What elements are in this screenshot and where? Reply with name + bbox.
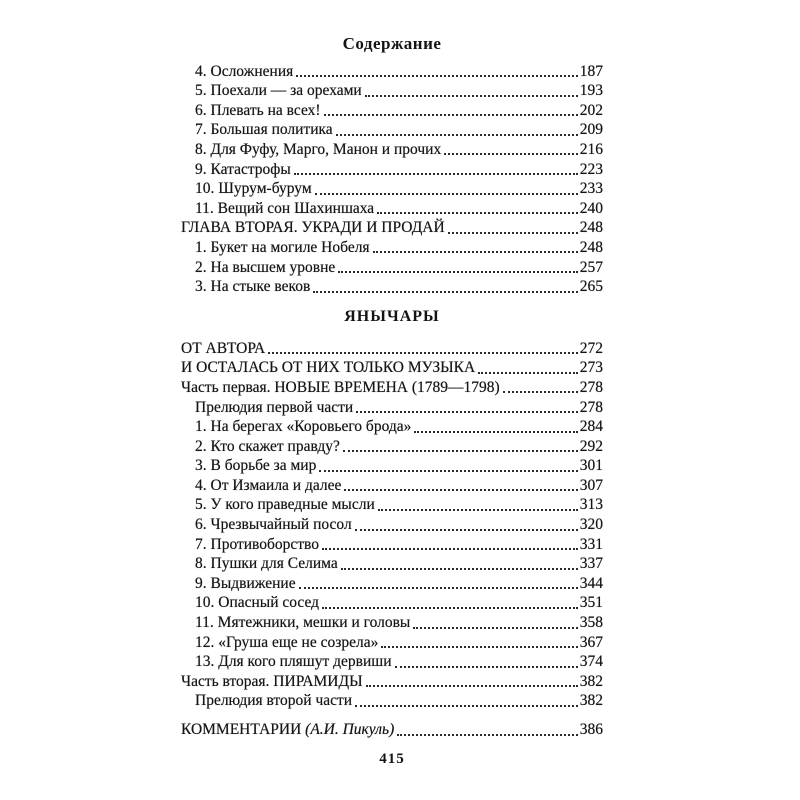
toc-entry-title-text: 8. Пушки для Селима bbox=[195, 555, 338, 573]
page-title: Содержание bbox=[342, 34, 442, 53]
toc-entry-page: 265 bbox=[579, 278, 603, 296]
toc-entry-page: 374 bbox=[579, 653, 603, 671]
toc-entry-page: 313 bbox=[579, 496, 603, 514]
toc-entry-page: 292 bbox=[579, 437, 603, 455]
toc-entry-title-text: 4. Осложнения bbox=[195, 62, 294, 80]
dotted-leader bbox=[343, 450, 578, 452]
toc-entry bbox=[181, 198, 603, 218]
toc-entry-page: 320 bbox=[579, 516, 603, 534]
toc-entry-page: 367 bbox=[579, 633, 603, 651]
dotted-leader bbox=[448, 232, 578, 234]
toc-entry bbox=[181, 456, 603, 476]
dotted-leader bbox=[324, 114, 578, 116]
toc-entry-page: 307 bbox=[579, 476, 603, 494]
toc-entry-page: 248 bbox=[579, 238, 603, 256]
toc-entry-title bbox=[195, 200, 374, 218]
dotted-leader bbox=[336, 134, 578, 136]
toc-entry-title-text: 5. У кого праведные мысли bbox=[195, 496, 375, 514]
toc-entry-page: 273 bbox=[579, 359, 603, 377]
toc-entry-title bbox=[195, 180, 312, 198]
toc-entry bbox=[181, 534, 603, 554]
dotted-leader bbox=[395, 666, 578, 668]
dotted-leader bbox=[341, 568, 578, 570]
toc-entry bbox=[181, 573, 603, 593]
dotted-leader bbox=[378, 509, 578, 511]
toc-entry-page: 382 bbox=[579, 692, 603, 710]
toc-entry-page: 209 bbox=[579, 121, 603, 139]
dotted-leader bbox=[414, 431, 577, 433]
toc-entry-page: 233 bbox=[579, 180, 603, 198]
toc-entry-title bbox=[181, 379, 500, 397]
toc-entry-page: 257 bbox=[579, 258, 603, 276]
toc-entry-title-text: КОММЕНТАРИИ bbox=[181, 721, 306, 738]
toc-entry bbox=[181, 257, 603, 277]
toc-entry-title-text: 8. Для Фуфу, Марго, Манон и прочих bbox=[195, 140, 442, 158]
toc-entry bbox=[181, 338, 603, 358]
dotted-leader bbox=[377, 212, 578, 214]
dotted-leader bbox=[381, 646, 577, 648]
toc-entry bbox=[181, 61, 603, 81]
dotted-leader bbox=[444, 153, 578, 155]
toc-entry bbox=[181, 218, 603, 238]
toc-entry-page: 284 bbox=[579, 418, 603, 436]
toc-content bbox=[181, 0, 603, 768]
dotted-leader bbox=[373, 251, 578, 253]
toc-entry bbox=[181, 475, 603, 495]
toc-entry-title-text: Часть первая. НОВЫЕ ВРЕМЕНА (1789—1798) bbox=[181, 378, 500, 396]
toc-entry-title bbox=[195, 82, 362, 100]
toc-entry-page: 382 bbox=[579, 672, 603, 690]
toc-entry-title-text: 10. Шурум-бурум bbox=[195, 180, 312, 198]
footer-page-number: 415 bbox=[379, 751, 405, 767]
toc-entry-title bbox=[195, 438, 340, 456]
toc-entry-title bbox=[195, 239, 370, 257]
dotted-leader bbox=[294, 173, 578, 175]
toc-entry-title bbox=[195, 634, 378, 652]
toc-entry-title-text: 6. Плевать на всех! bbox=[195, 101, 321, 119]
toc-entry bbox=[181, 436, 603, 456]
toc-entry-title bbox=[195, 692, 352, 710]
toc-entry bbox=[181, 612, 603, 632]
toc-entry-page: 202 bbox=[579, 101, 603, 119]
toc-entry bbox=[181, 159, 603, 179]
toc-entry-title-text: 3. На стыке веков bbox=[195, 278, 311, 296]
toc-entry-title-text: ОТ АВТОРА bbox=[181, 339, 266, 357]
toc-entry-title-text: Часть вторая. ПИРАМИДЫ bbox=[181, 672, 363, 690]
toc-entry-title bbox=[195, 555, 338, 573]
dotted-leader bbox=[296, 75, 577, 77]
toc-entry-page: 301 bbox=[579, 457, 603, 475]
dotted-leader bbox=[322, 607, 578, 609]
toc-entry bbox=[181, 277, 603, 297]
toc-entry bbox=[181, 514, 603, 534]
toc-entry-title-text: 13. Для кого пляшут дервиши bbox=[195, 653, 392, 671]
toc-entry-title-text: 1. На берегах «Коровьего брода» bbox=[195, 418, 412, 436]
dotted-leader bbox=[338, 271, 577, 273]
toc-entry-title bbox=[195, 457, 316, 475]
dotted-leader bbox=[268, 352, 578, 354]
dotted-leader bbox=[413, 627, 577, 629]
toc-entry-title bbox=[181, 359, 475, 377]
toc-entry-title bbox=[181, 340, 265, 358]
toc-entry-title bbox=[195, 121, 333, 139]
dotted-leader bbox=[313, 291, 577, 293]
toc-entry bbox=[181, 691, 603, 711]
dotted-leader bbox=[397, 734, 578, 736]
toc-entry-title bbox=[195, 477, 341, 495]
toc-entry-page: 358 bbox=[579, 614, 603, 632]
toc-entry-title bbox=[195, 614, 410, 632]
toc-entry-title bbox=[195, 161, 291, 179]
dotted-leader bbox=[344, 489, 577, 491]
toc-entry-page: 272 bbox=[579, 339, 603, 357]
toc-entry bbox=[181, 417, 603, 437]
toc-entry-title bbox=[181, 673, 363, 691]
toc-entry-title-text: 9. Выдвижение bbox=[195, 574, 296, 592]
toc-entry-title-text: 11. Мятежники, мешки и головы bbox=[195, 614, 411, 632]
toc-entry-page: 187 bbox=[579, 62, 603, 80]
dotted-leader bbox=[299, 587, 578, 589]
toc-entry bbox=[181, 593, 603, 613]
toc-entry-page: 278 bbox=[579, 398, 603, 416]
toc-entry-title bbox=[195, 653, 392, 671]
dotted-leader bbox=[478, 372, 578, 374]
toc-entry bbox=[181, 237, 603, 257]
toc-entry-title-text: Прелюдия второй части bbox=[195, 692, 353, 710]
toc-entry-title bbox=[195, 63, 293, 81]
toc-sections bbox=[181, 61, 603, 739]
toc-entry bbox=[181, 139, 603, 159]
toc-entry-page: 240 bbox=[579, 199, 603, 217]
dotted-leader bbox=[355, 529, 578, 531]
part-header: ЯНЫЧАРЫ bbox=[344, 308, 440, 326]
toc-entry-page: 223 bbox=[579, 160, 603, 178]
dotted-leader bbox=[356, 411, 578, 413]
toc-entry bbox=[181, 495, 603, 515]
toc-entry bbox=[181, 632, 603, 652]
toc-entry bbox=[181, 81, 603, 101]
toc-entry-title bbox=[195, 516, 352, 534]
toc-entry-title bbox=[195, 496, 375, 514]
toc-entry-page: 337 bbox=[579, 555, 603, 573]
toc-entry-page: 351 bbox=[579, 594, 603, 612]
toc-entry-title-text: 12. «Груша еще не созрела» bbox=[195, 633, 379, 651]
toc-entry-title bbox=[195, 102, 321, 120]
toc-entry-title bbox=[195, 259, 335, 277]
toc-entry bbox=[181, 652, 603, 672]
toc-entry bbox=[181, 397, 603, 417]
dotted-leader bbox=[503, 391, 578, 393]
dotted-leader bbox=[365, 95, 578, 97]
toc-entry bbox=[181, 671, 603, 691]
dotted-leader bbox=[315, 193, 578, 195]
toc-entry-page: 216 bbox=[579, 140, 603, 158]
toc-entry-title-text: 3. В борьбе за мир bbox=[195, 457, 317, 475]
toc-entry bbox=[181, 719, 603, 739]
toc-entry-title-text: 7. Противоборство bbox=[195, 535, 320, 553]
toc-entry bbox=[181, 120, 603, 140]
toc-entry-page: 278 bbox=[579, 378, 603, 396]
toc-entry-page: 344 bbox=[579, 574, 603, 592]
toc-entry-title bbox=[181, 219, 445, 237]
toc-entry-title-text: 4. От Измаила и далее bbox=[195, 476, 342, 494]
toc-entry-page: 193 bbox=[579, 82, 603, 100]
dotted-leader bbox=[322, 548, 578, 550]
toc-entry-title-text: 2. На высшем уровне bbox=[195, 258, 336, 276]
toc-entry-title-text: 5. Поехали — за орехами bbox=[195, 82, 362, 100]
toc-entry-title bbox=[181, 721, 394, 739]
toc-entry bbox=[181, 377, 603, 397]
toc-entry-title-italic: (А.И. Пикуль) bbox=[305, 721, 395, 738]
toc-entry-title-text: И ОСТАЛАСЬ ОТ НИХ ТОЛЬКО МУЗЫКА bbox=[181, 359, 476, 377]
toc-entry bbox=[181, 100, 603, 120]
toc-entry-page: 386 bbox=[579, 721, 603, 738]
toc-entry-title-text: 10. Опасный сосед bbox=[195, 594, 320, 612]
toc-entry-title-text: 11. Вещий сон Шахиншаха bbox=[195, 199, 375, 217]
toc-entry-title-text: ГЛАВА ВТОРАЯ. УКРАДИ И ПРОДАЙ bbox=[181, 219, 445, 237]
toc-entry-title-text: 6. Чрезвычайный посол bbox=[195, 516, 352, 534]
toc-entry-title bbox=[195, 594, 319, 612]
toc-entry bbox=[181, 179, 603, 199]
toc-entry-title bbox=[195, 536, 319, 554]
toc-entry-title bbox=[195, 575, 296, 593]
toc-entry-title bbox=[195, 278, 310, 296]
toc-entry-title-text: 9. Катастрофы bbox=[195, 160, 291, 178]
toc-entry-title bbox=[195, 418, 411, 436]
toc-entry-title-text: Прелюдия первой части bbox=[195, 398, 354, 416]
dotted-leader bbox=[355, 705, 578, 707]
toc-entry bbox=[181, 554, 603, 574]
dotted-leader bbox=[366, 685, 578, 687]
toc-entry bbox=[181, 358, 603, 378]
toc-entry-title-text: 1. Букет на могиле Нобеля bbox=[195, 238, 370, 256]
dotted-leader bbox=[319, 470, 577, 472]
toc-entry-page: 248 bbox=[579, 219, 603, 237]
toc-entry-title bbox=[195, 141, 441, 159]
toc-entry-page: 331 bbox=[579, 535, 603, 553]
toc-entry-title-text: 7. Большая политика bbox=[195, 121, 333, 139]
toc-entry-title-text: 2. Кто скажет правду? bbox=[195, 437, 340, 455]
toc-entry-title bbox=[195, 399, 353, 417]
